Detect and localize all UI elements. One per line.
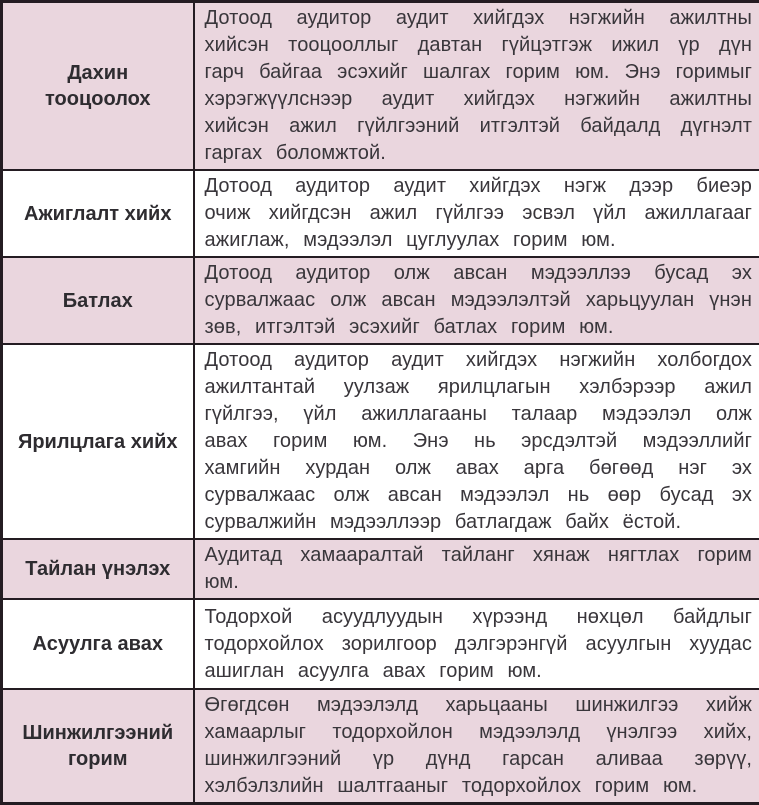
table-row xyxy=(2,257,759,344)
definition-cell: Аудитад хамааралтай тайланг хянаж нягтлах горим юм. xyxy=(194,539,759,599)
table-row xyxy=(2,170,759,257)
table-row xyxy=(2,599,759,689)
table-row xyxy=(2,689,759,804)
definition-cell: Дотоод аудитор аудит хийгдэх нэгж дээр биеэр очиж хийгдсэн ажил гүйлгээ эсвэл үйл ажиллагааг ажиглаж, мэдээлэл цуглуулах горим юм. xyxy=(194,170,759,257)
table-row xyxy=(2,2,759,171)
term-cell: Батлах xyxy=(2,257,194,344)
definition-cell: Дотоод аудитор аудит хийгдэх нэгжийн ажилтны хийсэн тооцооллыг давтан гүйцэтгэж ижил үр дүн гарч байгаа эсэхийг шалгах горим юм. Энэ горимыг хэрэгжүүлснээр аудит хийгдэх нэгжийн ажилтны хийсэн ажил гүйлгээний итгэлтэй байдалд дүгнэлт гаргах боломжтой. xyxy=(194,2,759,171)
term-cell: Ажиглалт хийх xyxy=(2,170,194,257)
table-row xyxy=(2,539,759,599)
definition-cell: Өгөгдсөн мэдээлэлд харьцааны шинжилгээ хийж хамаарлыг тодорхойлон мэдээлэлд үнэлгээ хийх, шинжилгээний үр дүнд гарсан аливаа зөрүү, хэлбэлзлийн шалтгааныг тодорхойлох горим юм. xyxy=(194,689,759,804)
definition-cell: Дотоод аудитор аудит хийгдэх нэгжийн холбогдох ажилтантай уулзаж ярилцлагын хэлбэрээр ажил гүйлгээ, үйл ажиллагааны талаар мэдээлэл олж авах горим юм. Энэ нь эрсдэлтэй мэдээллийг хамгийн хурдан олж авах арга бөгөөд нэг эх сурвалжаас олж авсан мэдээлэл нь өөр бусад эх сурвалжийн мэдээллээр батлагдаж байх ёстой. xyxy=(194,344,759,539)
definition-cell: Дотоод аудитор олж авсан мэдээллээ бусад эх сурвалжаас олж авсан мэдээлэлтэй харьцуулан үнэн зөв, итгэлтэй эсэхийг батлах горим юм. xyxy=(194,257,759,344)
term-cell: Дахин тооцоолох xyxy=(2,2,194,171)
table-row xyxy=(2,344,759,539)
term-cell: Шинжилгээний горим xyxy=(2,689,194,804)
term-cell: Ярилцлага хийх xyxy=(2,344,194,539)
definition-cell: Тодорхой асуудлуудын хүрээнд нөхцөл байдлыг тодорхойлох зорилгоор дэлгэрэнгүй асуулгын хуудас ашиглан асуулга авах горим юм. xyxy=(194,599,759,689)
term-cell: Тайлан үнэлэх xyxy=(2,539,194,599)
term-cell: Асуулга авах xyxy=(2,599,194,689)
